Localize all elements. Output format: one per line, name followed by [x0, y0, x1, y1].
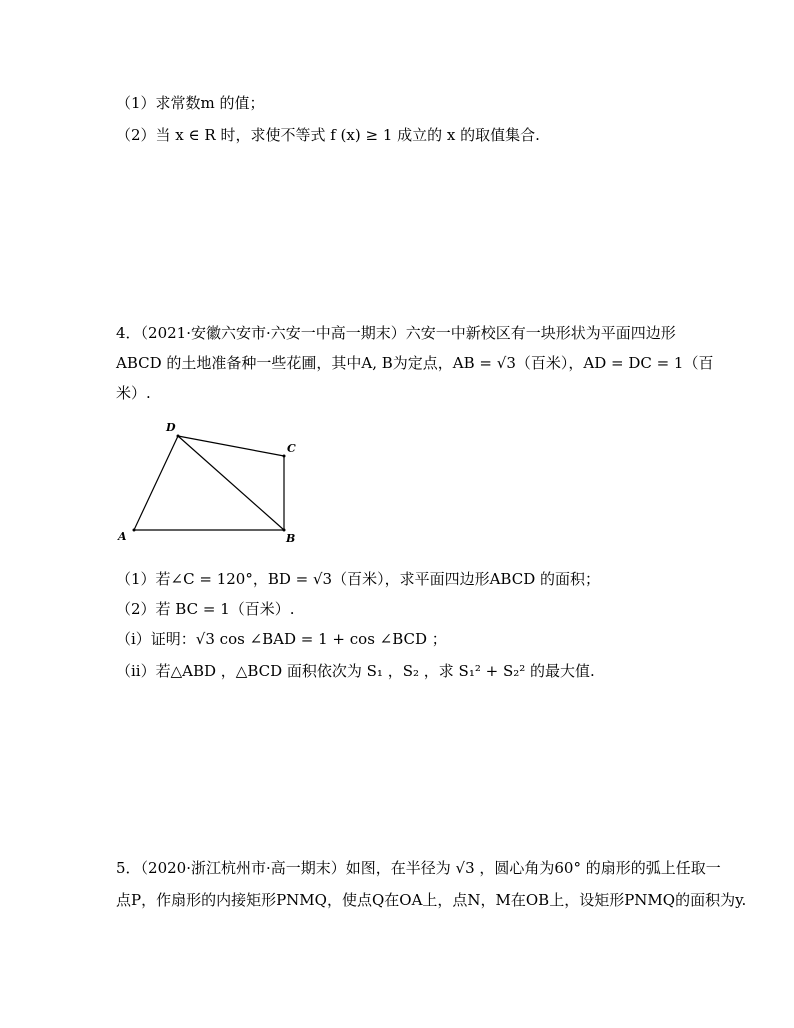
edge-DC [178, 436, 284, 456]
problem4-stem-line2: ABCD 的土地准备种一些花圃，其中A, B为定点，AB = √3（百米），AD = DC = 1（百 [116, 354, 714, 372]
problem4-q2ii: （ii）若△ABD ，△BCD 面积依次为 S₁ ，S₂ ，求 S₁² + S₂² 的最大值. [116, 662, 595, 680]
diagonal-DB [178, 436, 284, 530]
label-A: A [118, 530, 127, 543]
problem3-part1: （1）求常数m 的值； [116, 94, 265, 112]
quadrilateral-figure [110, 418, 310, 548]
problem4-stem-line3: 米）. [116, 384, 151, 402]
label-B: B [286, 532, 296, 545]
label-C: C [287, 442, 296, 455]
edge-AD [134, 436, 178, 530]
problem3-part2: （2）当 x ∈ R 时，求使不等式 f (x) ≥ 1 成立的 x 的取值集合. [116, 126, 540, 144]
problem4-q2i: （i）证明：√3 cos ∠BAD = 1 + cos ∠BCD ； [116, 630, 447, 648]
problem5-stem-line1: 5．（2020·浙江杭州市·高一期末）如图，在半径为 √3 ，圆心角为60° 的扇形的弧上任取一 [116, 859, 721, 877]
problem5-stem-line2: 点P，作扇形的内接矩形PNMQ，使点Q在OA上，点N，M在OB上，设矩形PNMQ的面积为y. [116, 891, 747, 909]
problem4-stem-line1: 4．（2021·安徽六安市·六安一中高一期末）六安一中新校区有一块形状为平面四边形 [116, 324, 676, 342]
problem4-q1: （1）若∠C = 120°，BD = √3（百米），求平面四边形ABCD 的面积； [116, 570, 600, 588]
problem4-q2: （2）若 BC = 1（百米）. [116, 600, 295, 618]
label-D: D [166, 421, 176, 434]
